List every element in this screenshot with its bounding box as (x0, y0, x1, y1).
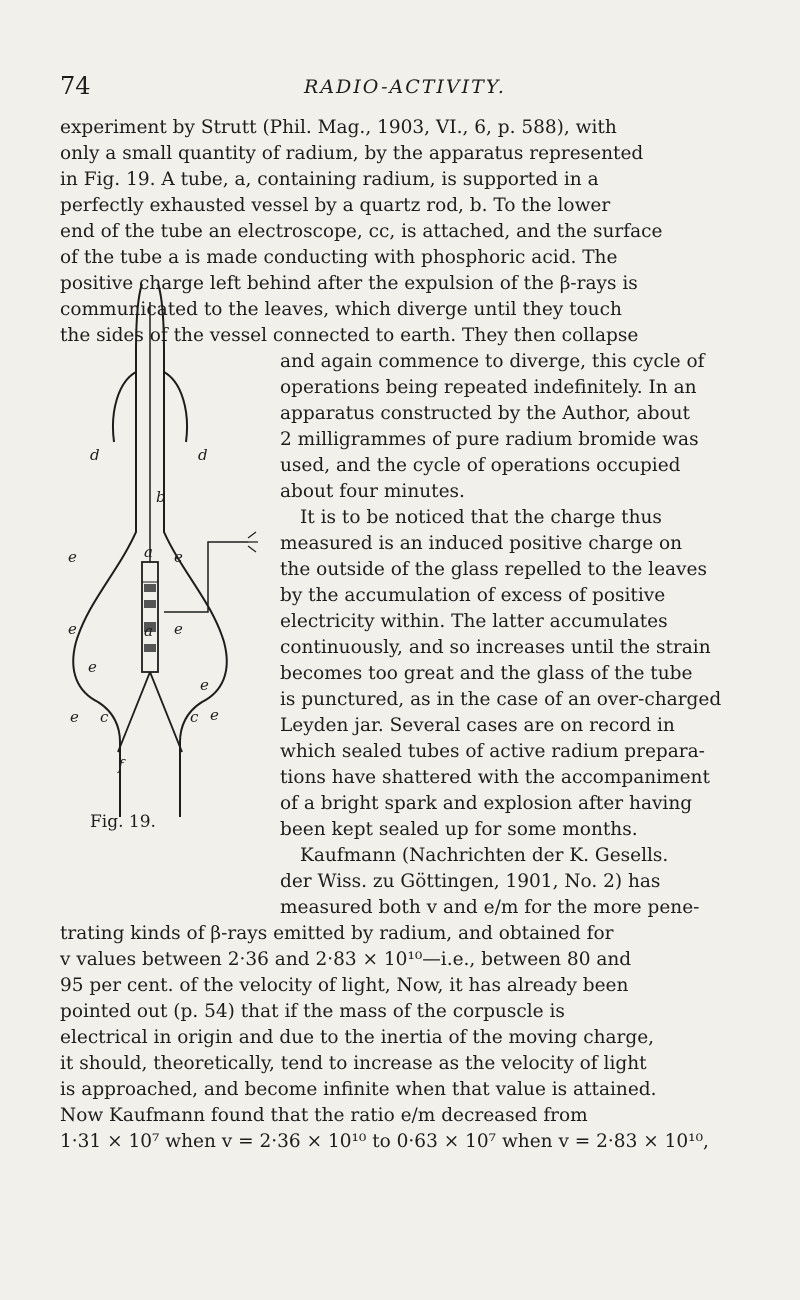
label-e: e (174, 548, 183, 566)
text-line: v values between 2·36 and 2·83 × 10¹⁰—i.e., between 80 and (60, 949, 632, 970)
page-header (60, 72, 750, 106)
text-line: electrical in origin and due to the inertia of the moving charge, (60, 1027, 655, 1048)
text-line: 2 milligrammes of pure radium bromide was (280, 429, 699, 450)
page-number: 74 (60, 72, 91, 100)
text-line: perfectly exhausted vessel by a quartz rod, b. To the lower (60, 195, 611, 216)
text-line: in Fig. 19. A tube, a, containing radium, is supported in a (60, 169, 599, 190)
figure-19-apparatus (58, 282, 278, 832)
text-line: which sealed tubes of active radium prepara- (280, 741, 705, 762)
text-line: is punctured, as in the case of an over-charged (280, 689, 722, 710)
text-line: continuously, and so increases until the strain (280, 637, 711, 658)
text-line: positive charge left behind after the expulsion of the β-rays is (60, 273, 638, 294)
text-line: of the tube a is made conducting with phosphoric acid. The (60, 247, 618, 268)
figure-caption: Fig. 19. (90, 812, 156, 832)
label-c: c (190, 708, 199, 726)
text-line: only a small quantity of radium, by the apparatus represented (60, 143, 644, 164)
text-line: and again commence to diverge, this cycle of (280, 351, 705, 372)
text-line: tions have shattered with the accompaniment (280, 767, 710, 788)
text-line: experiment by Strutt (Phil. Mag., 1903, VI., 6, p. 588), with (60, 117, 617, 138)
label-e: e (200, 676, 209, 694)
text-line: communicated to the leaves, which diverge until they touch (60, 299, 622, 320)
apparatus-drawing (58, 282, 278, 832)
label-e: e (174, 620, 183, 638)
label-c: c (100, 708, 109, 726)
label-e: e (68, 620, 77, 638)
label-a: a (144, 622, 153, 640)
text-line: the outside of the glass repelled to the leaves (280, 559, 707, 580)
text-line: 95 per cent. of the velocity of light, Now, it has already been (60, 975, 629, 996)
label-e: e (68, 548, 77, 566)
text-line: pointed out (p. 54) that if the mass of the corpuscle is (60, 1001, 565, 1022)
label-e: e (70, 708, 79, 726)
paragraph-wrapped (280, 349, 721, 921)
label-a: a (144, 543, 153, 561)
text-line: It is to be noticed that the charge thus (300, 507, 662, 528)
label-b: b (156, 488, 166, 506)
text-line: apparatus constructed by the Author, about (280, 403, 690, 424)
running-title: RADIO-ACTIVITY. (304, 76, 506, 98)
text-line: is approached, and become infinite when that value is attained. (60, 1079, 657, 1100)
text-line: Leyden jar. Several cases are on record in (280, 715, 675, 736)
text-line: by the accumulation of excess of positive (280, 585, 666, 606)
text-line: electricity within. The latter accumulates (280, 611, 668, 632)
text-line: end of the tube an electroscope, cc, is attached, and the surface (60, 221, 663, 242)
text-line: measured is an induced positive charge on (280, 533, 683, 554)
label-d: d (198, 446, 208, 464)
text-line: Now Kaufmann found that the ratio e/m decreased from (60, 1105, 588, 1126)
label-d: d (90, 446, 100, 464)
text-line: 1·31 × 10⁷ when v = 2·36 × 10¹⁰ to 0·63 × 10⁷ when v = 2·83 × 10¹⁰, (60, 1131, 709, 1152)
label-e: e (88, 658, 97, 676)
text-line: it should, theoretically, tend to increase as the velocity of light (60, 1053, 647, 1074)
text-line: the sides of the vessel connected to earth. They then collapse (60, 325, 639, 346)
paragraph-bottom (60, 921, 709, 1155)
label-f: f (118, 756, 124, 774)
text-line: been kept sealed up for some months. (280, 819, 638, 840)
text-line: used, and the cycle of operations occupied (280, 455, 681, 476)
text-line: trating kinds of β-rays emitted by radium, and obtained for (60, 923, 614, 944)
text-line: about four minutes. (280, 481, 465, 502)
text-line: of a bright spark and explosion after having (280, 793, 693, 814)
text-line: operations being repeated indefinitely. In an (280, 377, 697, 398)
text-line: Kaufmann (Nachrichten der K. Gesells. (300, 845, 669, 866)
label-e: e (210, 706, 219, 724)
text-line: der Wiss. zu Göttingen, 1901, No. 2) has (280, 871, 661, 892)
text-line: becomes too great and the glass of the tube (280, 663, 693, 684)
text-line: measured both v and e/m for the more pene- (280, 897, 700, 918)
